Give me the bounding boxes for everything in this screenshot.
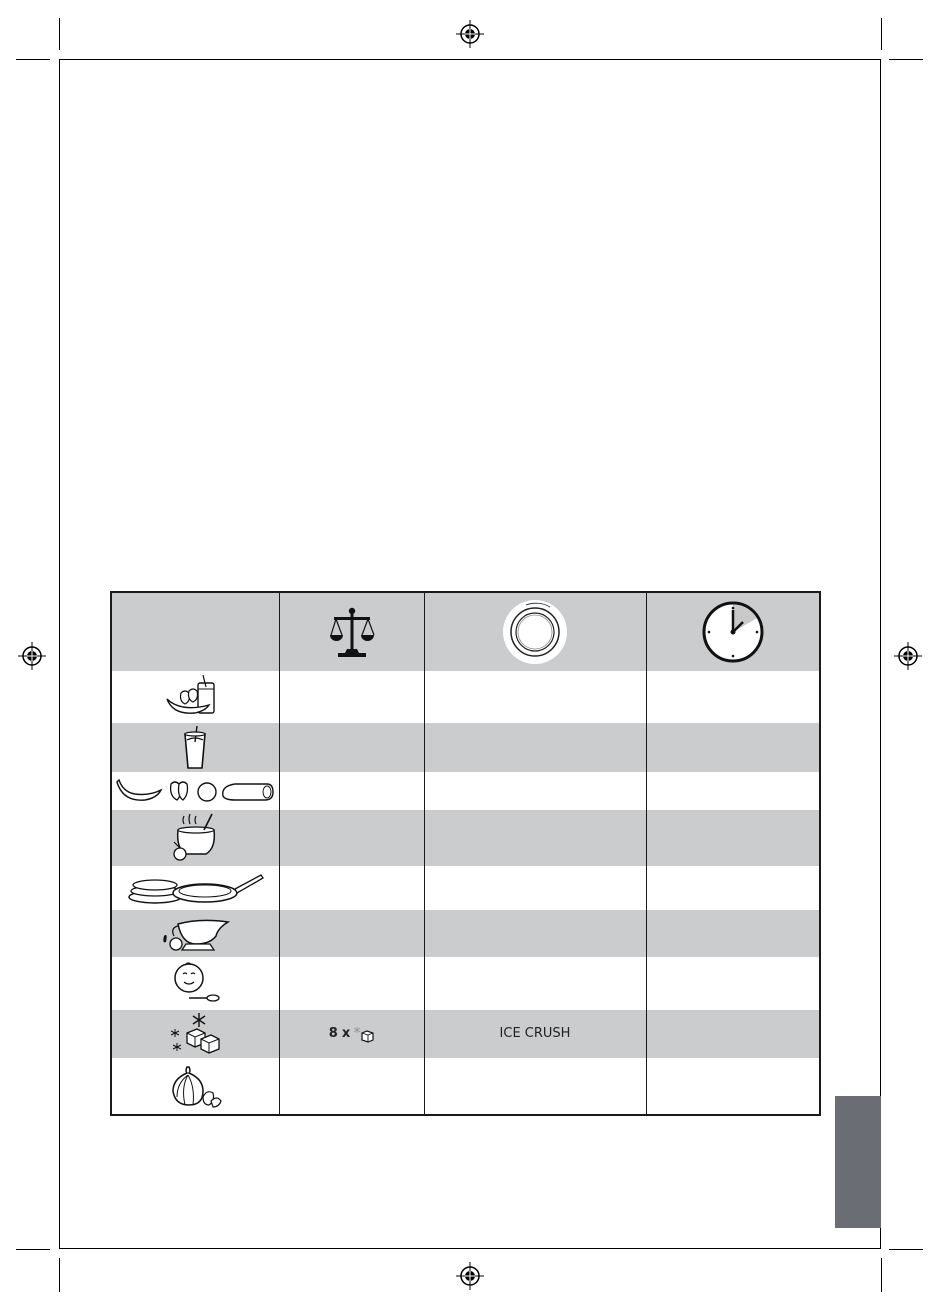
ice-cube-icon [354,1025,374,1043]
clock-icon [701,600,765,664]
table-row [111,1058,820,1115]
quantity-cell [279,723,424,771]
crop-mark [881,18,882,50]
header-food-cell [111,592,279,671]
crop-mark [16,1249,50,1250]
food-cell [111,1058,279,1115]
header-speed-cell [424,592,646,671]
table-row [111,866,820,910]
speed-dial-icon [502,599,568,665]
table-row [111,910,820,957]
table-row [111,772,820,810]
speed-cell [424,671,646,723]
quantity-cell [279,866,424,910]
food-cell [111,957,279,1009]
ice-cubes-icon [167,1011,223,1057]
quantity-cell [279,1058,424,1115]
soup-pot-vegetables-icon [170,812,220,864]
baby-food-icon [169,960,221,1006]
header-quantity-cell [279,592,424,671]
table-row [111,671,820,723]
milkshake-glass-icon [181,726,209,770]
quantity-count: 8 [328,1026,338,1042]
table-row [111,723,820,771]
quantity-cell [279,910,424,957]
food-cell [111,910,279,957]
sauce-boat-icon [160,914,230,954]
speed-cell [424,772,646,810]
quantity-times: x [341,1026,351,1042]
registration-mark-icon [894,642,922,670]
quantity-cell [279,671,424,723]
food-cell [111,810,279,866]
speed-cell [424,866,646,910]
crop-mark [16,59,50,60]
time-cell [646,1058,820,1115]
food-cell [111,723,279,771]
registration-mark-icon [456,20,484,48]
speed-cell [424,957,646,1009]
registration-mark-icon [456,1262,484,1290]
scale-icon [329,605,375,659]
speed-cell [424,810,646,866]
registration-mark-icon [18,642,46,670]
time-cell [646,1010,820,1058]
time-cell [646,910,820,957]
food-cell [111,772,279,810]
quantity-cell [279,957,424,1009]
banana-strawberry-orange-cucumber-icon [115,776,275,806]
speed-cell [424,910,646,957]
crop-mark [889,59,923,60]
time-cell [646,671,820,723]
food-cell [111,1010,279,1058]
speed-cell [424,1058,646,1115]
smoothie-fruit-icon [165,675,225,719]
table-row [111,1010,820,1058]
table-row [111,810,820,866]
time-cell [646,866,820,910]
table-row [111,957,820,1009]
table-header-row [111,592,820,671]
quantity-cell [279,810,424,866]
food-cell [111,671,279,723]
quantity-cell [279,772,424,810]
pancakes-pan-icon [125,869,265,907]
food-cell [111,866,279,910]
time-cell [646,957,820,1009]
usage-guide-table [110,591,821,1116]
crop-mark [59,18,60,50]
header-time-cell [646,592,820,671]
crop-mark [889,1249,923,1250]
crop-mark [881,1258,882,1292]
garlic-icon [167,1063,223,1109]
quantity-cell [279,1010,424,1058]
thumb-index-tab [835,1096,881,1228]
time-cell [646,723,820,771]
speed-cell: ICE CRUSH [424,1010,646,1058]
speed-cell [424,723,646,771]
time-cell [646,772,820,810]
time-cell [646,810,820,866]
crop-mark [59,1258,60,1292]
